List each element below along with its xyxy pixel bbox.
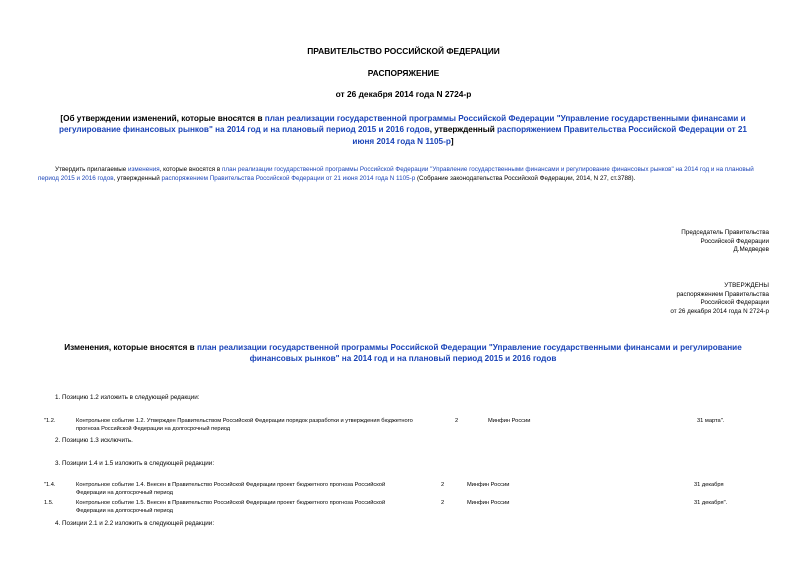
changes-title-text: Изменения, которые вносятся в: [64, 343, 197, 352]
row-number: "1.2.: [44, 418, 56, 424]
signature-block: [500, 229, 769, 255]
item-4: 4. Позиции 2.1 и 2.2 изложить в следующей редакции:: [55, 520, 215, 527]
item-2: 2. Позицию 1.3 исключить.: [55, 437, 133, 444]
row-text: Контрольное событие 1.5. Внесен в Правительство Российской Федерации проект бюджетного прогноза Российской Федерации на долгосрочный период: [76, 500, 386, 514]
signature-line-3: Д.Медведев: [733, 246, 769, 254]
row-col: 2: [441, 482, 445, 488]
changes-title: [58, 342, 748, 365]
title-link-decree[interactable]: распоряжением Правительства Российской Федерации от 21 июня 2014 года N 1105-р: [352, 125, 747, 146]
title-text-1: [Об утверждении изменений, которые вносятся в: [60, 114, 265, 123]
item-3: 3. Позиции 1.4 и 1.5 изложить в следующей редакции:: [55, 460, 215, 467]
doc-type-heading: РАСПОРЯЖЕНИЕ: [367, 68, 440, 78]
signature-line-1: Председатель Правительства: [681, 229, 769, 236]
signature-line-2: Российской Федерации: [700, 237, 769, 245]
row-org: Минфин России: [467, 500, 510, 506]
title-text-2: , утвержденный: [429, 125, 498, 135]
row-org: Минфин России: [467, 482, 510, 488]
row-number: "1.4.: [44, 482, 56, 488]
title-text-3: ]: [450, 136, 454, 146]
row-col: 2: [455, 418, 459, 424]
body-text-4: (Собрание законодательства Российской Федерации, 2014, N 27, ст.3788).: [415, 174, 636, 182]
row-date: 31 декабря: [694, 482, 724, 488]
body-link-changes[interactable]: изменения: [128, 166, 160, 173]
row-text: Контрольное событие 1.2. Утвержден Правительством Российской Федерации порядок разработки и утверждения бюджетного прогноза Российской Федерации на долгосрочный период: [76, 418, 413, 432]
approved-line-4: от 26 декабря 2014 года N 2724-р: [670, 307, 769, 315]
row-org: Минфин России: [488, 418, 531, 424]
approved-line-1: УТВЕРЖДЕНЫ: [724, 282, 769, 289]
body-text-1: Утвердить прилагаемые: [55, 166, 128, 173]
item-1: 1. Позицию 1.2 изложить в следующей редакции:: [55, 394, 200, 401]
approved-line-3: Российской Федерации: [700, 299, 769, 307]
body-link-plan[interactable]: план реализации государственной программы Российской Федерации "Управление государственными финансами и регулирование финансовых рынков" на 2014 год и на плановый период 2015 и 2016 годов: [38, 166, 754, 182]
approved-block: [500, 282, 769, 316]
body-link-decree[interactable]: распоряжением Правительства Российской Федерации от 21 июня 2014 года N 1105-р: [161, 174, 416, 182]
body-text-3: , утвержденный: [113, 174, 162, 182]
approved-line-2: распоряжением Правительства: [676, 290, 769, 298]
changes-title-link-plan[interactable]: план реализации государственной программы Российской Федерации "Управление государственными финансами и регулирование финансовых рынков" на 2014 год и на плановый период 2015 и 2016 годов: [196, 343, 742, 364]
org-heading: ПРАВИТЕЛЬСТВО РОССИЙСКОЙ ФЕДЕРАЦИИ: [307, 46, 500, 56]
body-paragraph: [38, 166, 769, 183]
row-col: 2: [441, 500, 445, 506]
document-title: [58, 113, 748, 147]
row-date: 31 марта".: [697, 418, 725, 424]
title-link-plan[interactable]: план реализации государственной программы Российской Федерации "Управление государственными финансами и регулирование финансовых рынков" на 2014 год и на плановый период 2015 и 2016 годов: [59, 114, 746, 135]
body-text-2: , которые вносятся в: [159, 166, 223, 173]
doc-date-number: от 26 декабря 2014 года N 2724-р: [335, 89, 472, 99]
row-date: 31 декабря".: [694, 500, 728, 506]
row-number: 1.5.: [44, 500, 54, 506]
row-text: Контрольное событие 1.4. Внесен в Правительство Российской Федерации проект бюджетного прогноза Российской Федерации на долгосрочный период: [76, 482, 386, 496]
